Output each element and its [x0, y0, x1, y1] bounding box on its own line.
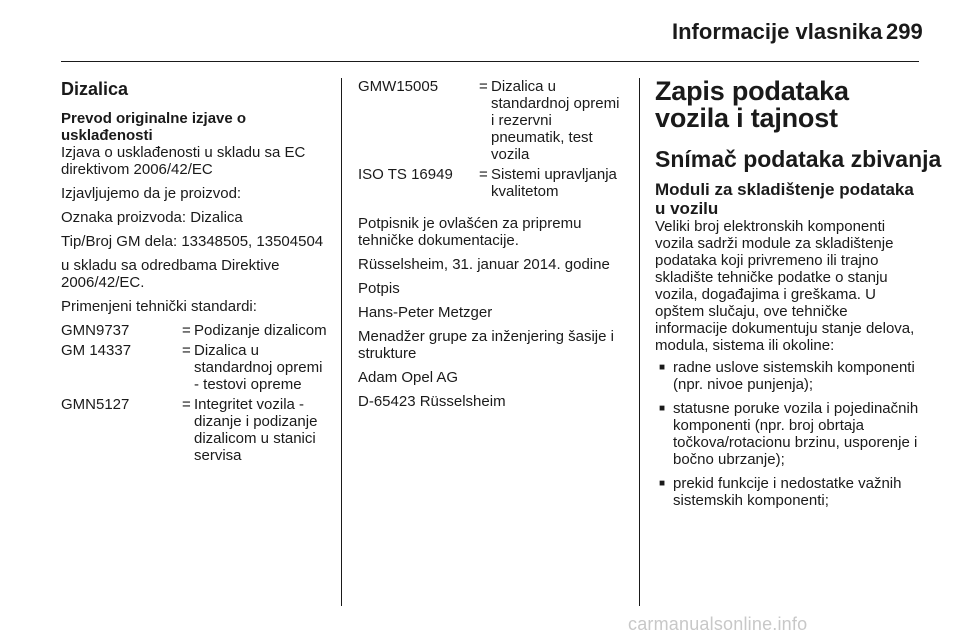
square-bullet-icon: ■: [659, 403, 666, 414]
standard-code: GMW15005: [358, 78, 439, 95]
table-row: [358, 166, 626, 200]
compliance-paragraph: u skladu sa odredbama Direktive 2006/42/EC.: [61, 257, 280, 291]
company-name: Adam Opel AG: [358, 369, 459, 386]
part-number-paragraph: Tip/Broj GM dela: 13348505, 13504504: [61, 233, 324, 250]
bullet-text: radne uslove sistemskih komponenti (npr. nivoe punjenja);: [673, 359, 915, 393]
signature-label: Potpis: [358, 280, 400, 297]
square-bullet-icon: ■: [659, 478, 666, 489]
table-row: [358, 78, 626, 163]
column-divider-2: [639, 78, 640, 606]
table-row: [61, 342, 329, 393]
subsection-title: Prevod originalne izjave o usklađenosti: [61, 110, 247, 144]
equals-sign: =: [182, 342, 191, 359]
standards-table: [61, 322, 329, 464]
standard-code: GMN5127: [61, 396, 130, 413]
equals-sign: =: [479, 78, 488, 95]
column-1: [61, 78, 329, 464]
standards-table-continued: [358, 78, 626, 200]
company-address: D-65423 Rüsselsheim: [358, 393, 506, 410]
subsubsection-title-storage-modules: Moduli za skladištenje podataka u vozilu: [655, 180, 914, 218]
signatory-paragraph: Potpisnik je ovlašćen za pripremu tehničke dokumentacije.: [358, 215, 582, 249]
signer-name: Hans-Peter Metzger: [358, 304, 493, 321]
subsection-title-event-recorder: Snímač podataka zbivanja: [655, 146, 942, 172]
bullet-text: statusne poruke vozila i pojedinačnih komponenti (npr. broj obrtaja točkova/rotacionu brzinu, usporenje i bočno ubrzanje);: [673, 400, 919, 468]
standard-description: Dizalica u standardnoj opremi - testovi opreme: [194, 342, 323, 393]
product-paragraph: Oznaka proizvoda: Dizalica: [61, 209, 243, 226]
header-rule: [61, 61, 919, 62]
column-divider-1: [341, 78, 342, 606]
place-date-paragraph: Rüsselsheim, 31. januar 2014. godine: [358, 256, 610, 273]
bullet-list: [655, 359, 923, 509]
equals-sign: =: [479, 166, 488, 183]
list-item: [655, 359, 923, 393]
standard-description: Integritet vozila - dizanje i podizanje dizalicom u stanici servisa: [194, 396, 318, 464]
standard-description: Podizanje dizalicom: [194, 322, 327, 339]
page-number: 299: [886, 19, 923, 44]
column-3: [655, 76, 942, 516]
standard-code: GMN9737: [61, 322, 130, 339]
column-2: [358, 78, 626, 417]
standards-label: Primenjeni tehnički standardi:: [61, 298, 257, 315]
equals-sign: =: [182, 322, 191, 339]
bullet-text: prekid funkcije i nedostatke važnih sistemskih komponenti;: [673, 475, 902, 509]
square-bullet-icon: ■: [659, 362, 666, 373]
standard-description: Sistemi upravljanja kvalitetom: [491, 166, 617, 200]
signer-role: Menadžer grupe za inženjering šasije i strukture: [358, 328, 614, 362]
running-header-title: Informacije vlasnika: [672, 19, 883, 44]
standard-code: GM 14337: [61, 342, 132, 359]
body-paragraph: Veliki broj elektronskih komponenti vozila sadrži module za skladištenje podataka koji privremeno ili trajno skladište tehničke podatke o stanju vozila, događajima i greškama. U opštem slučaju, ove tehničke informacije dokumentuju stanje delova, modula, sistema ili okoline:: [655, 218, 915, 354]
section-title-vehicle-data: Zapis podataka vozila i tajnost: [655, 76, 849, 133]
equals-sign: =: [182, 396, 191, 413]
intro-paragraph: Izjava o usklađenosti u skladu sa EC direktivom 2006/42/EC: [61, 144, 306, 178]
standard-description: Dizalica u standardnoj opremi i rezervni pneumatik, test vozila: [491, 78, 620, 163]
list-item: [655, 400, 923, 468]
declaration-paragraph: Izjavljujemo da je proizvod:: [61, 185, 242, 202]
section-title-dizalica: Dizalica: [61, 79, 129, 99]
list-item: [655, 475, 923, 509]
table-row: [61, 322, 329, 339]
standard-code: ISO TS 16949: [358, 166, 453, 183]
table-row: [61, 396, 329, 464]
watermark-text: carmanualsonline.info: [628, 614, 808, 634]
